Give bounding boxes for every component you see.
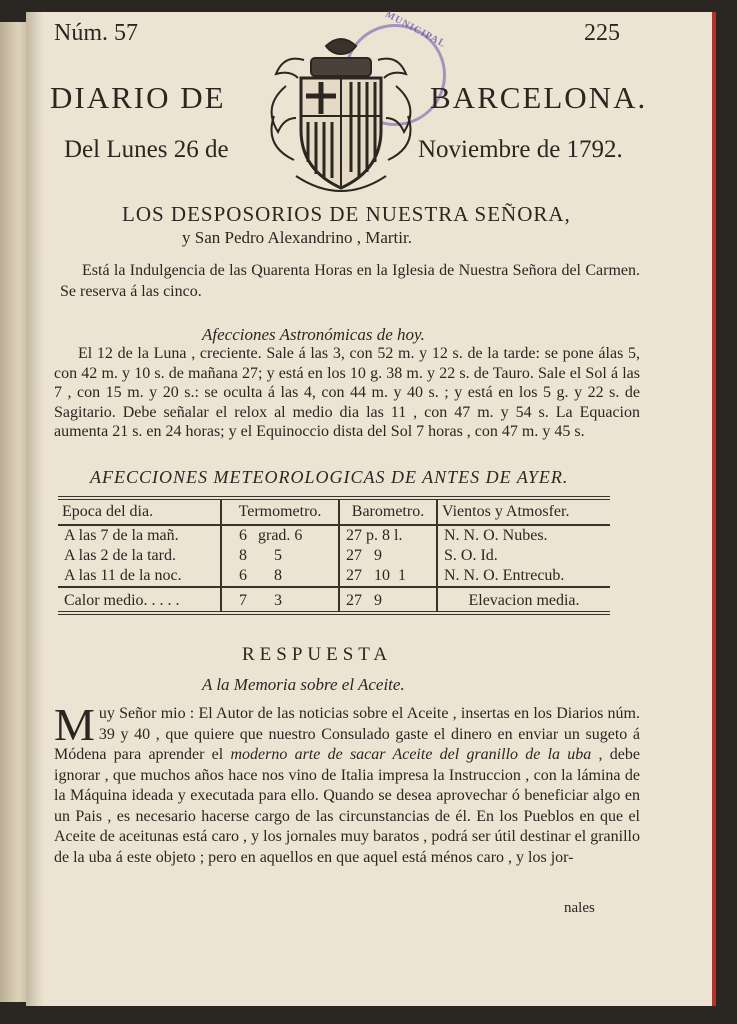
table-row [58, 525, 610, 546]
baro-value: 27 [346, 592, 362, 609]
thermo-sub: 8 [274, 567, 282, 584]
thermo-sub: 5 [274, 547, 282, 564]
row-wind: S. O. Id. [444, 547, 498, 564]
feast-subtitle: y San Pedro Alexandrino , Martir. [182, 228, 412, 247]
avg-wind: Elevacion media. [437, 587, 610, 613]
indulgence-notice: Está la Indulgencia de las Quarenta Horas en la Iglesia de Nuestra Señora del Carmen. Se reserva á las cinco. [60, 262, 640, 300]
baro-value: 27 [346, 547, 362, 564]
date-right: Noviembre de 1792. [418, 136, 623, 163]
thermo-value: 8 [239, 547, 247, 564]
baro-lines: l. [394, 527, 403, 544]
stamp-text: MUNICIPAL [383, 8, 448, 51]
baro-value: 27 [346, 567, 362, 584]
row-baro [339, 566, 437, 587]
response-heading: RESPUESTA [242, 644, 393, 665]
row-epoch: A las 11 de la noc. [58, 566, 221, 587]
row-wind: N. N. O. Nubes. [444, 527, 548, 544]
body-part-1: uy Señor mio : El Autor de las noticias sobre el Aceite , insertas en los Diarios núm. 39 y 40 , que quiere que nuestro Consulado gaste el dinero en enviar un sugeto á Módena para aprender el [54, 705, 640, 763]
row-thermo [221, 546, 339, 566]
meteorology-heading: AFECCIONES METEOROLOGICAS DE ANTES DE AYER. [90, 467, 569, 487]
table-row-average [58, 587, 610, 613]
table-row [58, 566, 610, 587]
col-winds: Vientos y Atmosfer. [437, 498, 610, 525]
col-barometer: Barometro. [339, 498, 437, 525]
baro-sub: 9 [374, 547, 382, 564]
thermo-sub: 3 [274, 592, 282, 609]
body-part-2: , debe ignorar , que muchos años hace nos vino de Italia impresa la Instruccion , con la lámina de la Máquina ideada y executada para ello. Quando se desea aprovechar ó beneficiar algo en un Pais , es necesario hacerse cargo de las circunstancias de él. En los Pueblos en que el Aceite de aceitunas está caro , y los jornales muy baratos , podrá ser útil destinar el granillo de la uba á este objeto ; pero en aquellos en que aquel está ménos caro , y los jor- [54, 746, 641, 866]
astronomy-heading: Afecciones Astronómicas de hoy. [202, 325, 425, 344]
left-page-edge [0, 22, 26, 1002]
thermo-value: 6 [239, 567, 247, 584]
barcelona-crest-icon [256, 26, 426, 206]
row-thermo [221, 566, 339, 587]
col-epoch: Epoca del dia. [58, 498, 221, 525]
thermo-value: 6 [239, 527, 247, 544]
col-thermometer: Termometro. [221, 498, 339, 525]
baro-lines: 1 [398, 567, 406, 584]
page-number: 225 [584, 20, 620, 46]
feast-title: LOS DESPOSORIOS DE NUESTRA SEÑORA, [122, 202, 571, 226]
baro-value: 27 [346, 527, 362, 544]
date-left: Del Lunes 26 de [64, 136, 229, 163]
thermo-value: 7 [239, 592, 247, 609]
response-body [54, 699, 641, 868]
masthead-title-right: BARCELONA. [430, 80, 648, 115]
avg-thermo [221, 587, 339, 613]
masthead-title-left: DIARIO DE [50, 80, 226, 115]
avg-baro [339, 587, 437, 613]
body-italic: moderno arte de sacar Aceite del granillo de la uba [230, 746, 592, 763]
thermo-sub: grad. 6 [258, 527, 303, 544]
row-thermo [221, 525, 339, 546]
row-epoch: A las 7 de la mañ. [58, 525, 221, 546]
row-baro [339, 525, 437, 546]
weather-table [58, 496, 610, 615]
newspaper-page [26, 8, 716, 1006]
row-wind: N. N. O. Entrecub. [444, 567, 565, 584]
row-baro [339, 546, 437, 566]
response-subheading: A la Memoria sobre el Aceite. [202, 675, 405, 694]
baro-sub: 9 [374, 592, 382, 609]
issue-number: Núm. 57 [54, 20, 138, 46]
baro-sub: 10 [374, 567, 390, 584]
gutter-shadow [26, 12, 44, 1006]
row-epoch: A las 2 de la tard. [58, 546, 221, 566]
table-row [58, 546, 610, 566]
astronomy-text: El 12 de la Luna , creciente. Sale á las 3, con 52 m. y 12 s. de la tarde: se pone álas 5, con 42 m. y 10 s. de mañana 27; y está en los 10 g. 38 m. y 22 s. de Tauro. Sale el Sol á las 7 , con 15 m. y 20 s.: se oculta á las 4, con 44 m. y 40 s. ; y está en los 5 g. y 22 s. de Sagitario. Debe señalar el relox al medio dia las 11 , con 47 m. y 54 s. La Equacion aumenta 21 s. en 24 horas; y el Equinoccio dista del Sol 7 horas , con 47 m. y 45 s. [54, 345, 640, 440]
drop-cap: M [54, 699, 95, 750]
catchword: nales [564, 900, 595, 916]
baro-sub: p. 8 [366, 527, 390, 544]
avg-epoch: Calor medio. . . . . [58, 587, 221, 613]
weather-table-header [58, 498, 610, 525]
